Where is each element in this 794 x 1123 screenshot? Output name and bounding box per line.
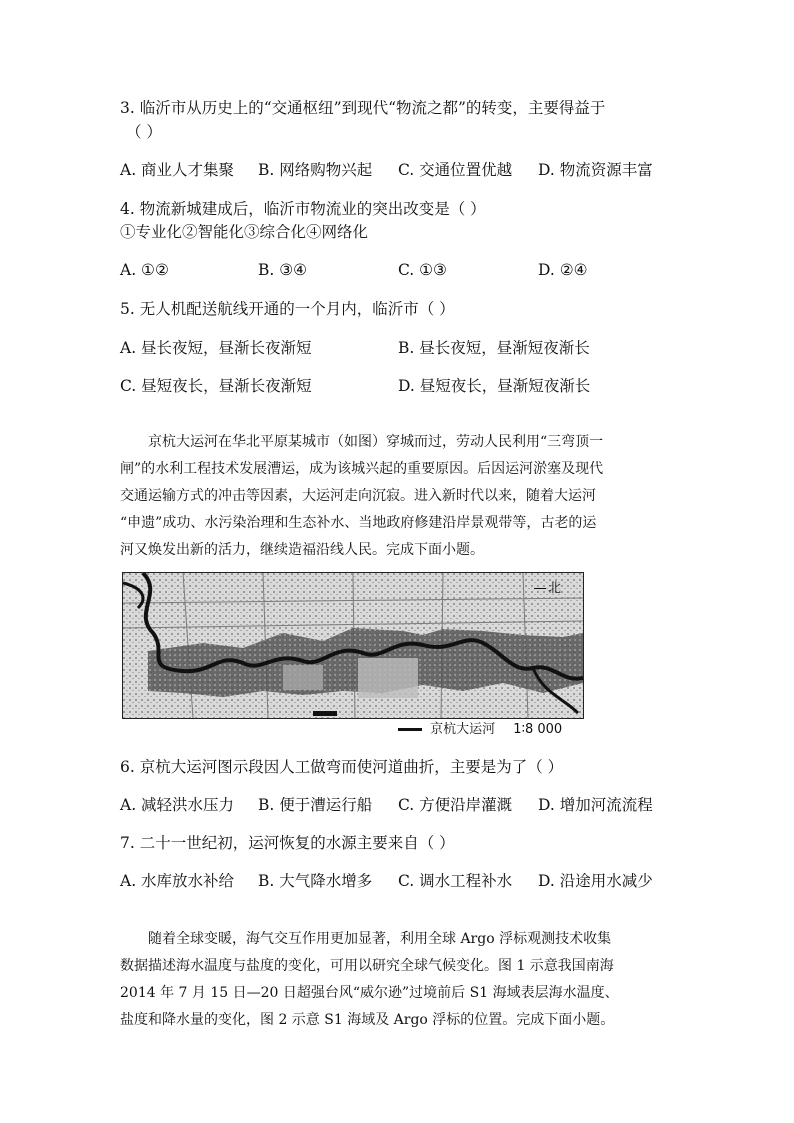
q6-option-d: D. 增加河流流程 [538,796,653,814]
q4-option-a: A. ①② [120,261,169,279]
q5-option-d: D. 昼短夜长，昼渐短夜渐长 [398,377,591,395]
passage-line: 2014 年 7 月 15 日—20 日超强台风“威尔逊”过境前后 S1 海域表层海水温度、 [120,985,619,1001]
north-arrow-line [534,588,546,589]
q5-option-c: C. 昼短夜长，昼渐长夜渐短 [120,377,312,395]
q3-option-b: B. 网络购物兴起 [258,161,373,179]
map-scale: 1∶8 000 [513,722,563,737]
q6-option-c: C. 方便沿岸灌溉 [398,796,513,814]
passage-line: 京杭大运河在华北平原某城市（如图）穿城而过，劳动人民利用“三弯顶一 [148,434,604,450]
q7-stem: 7. 二十一世纪初，运河恢复的水源主要来自（ ） [120,834,455,852]
q7-option-d: D. 沿途用水减少 [538,872,653,890]
q4-option-d: D. ②④ [538,261,588,279]
q4-option-b: B. ③④ [258,261,308,279]
canal-legend-swatch [398,728,422,731]
north-arrow [534,577,561,596]
q3-option-a: A. 商业人才集聚 [120,161,235,179]
q3-option-d: D. 物流资源丰富 [538,161,653,179]
passage-line: 交通运输方式的冲击等因素，大运河走向沉寂。进入新时代以来，随着大运河 [120,488,596,504]
legend-label: 京杭大运河 [430,722,496,737]
passage-line: 盐度和降水量的变化，图 2 示意 S1 海域及 Argo 浮标的位置。完成下面小题。 [120,1012,615,1028]
q5-option-a: A. 昼长夜短，昼渐长夜渐短 [120,339,312,357]
passage-line: 河又焕发出新的活力，继续造福沿线人民。完成下面小题。 [120,542,484,558]
canal-map [122,572,584,719]
q4-choices: ①专业化②智能化③综合化④网络化 [120,223,369,241]
q6-option-b: B. 便于漕运行船 [258,796,373,814]
q3-option-c: C. 交通位置优越 [398,161,513,179]
passage-line: “申遗”成功、水污染治理和生态补水、当地政府修建沿岸景观带等，古老的运 [120,515,597,531]
canal-map-image [123,573,583,718]
map-legend [398,718,562,737]
q4-stem: 4. 物流新城建成后，临沂市物流业的突出改变是（ ） [120,200,486,218]
q3-stem: 3. 临沂市从历史上的“交通枢纽”到现代“物流之都”的转变，主要得益于 [120,99,606,117]
q3-stem-bracket: （ ） [126,123,162,141]
q7-option-b: B. 大气降水增多 [258,872,373,890]
q5-stem: 5. 无人机配送航线开通的一个月内，临沂市（ ） [120,300,455,318]
q5-option-b: B. 昼长夜短，昼渐短夜渐长 [398,339,590,357]
q7-option-c: C. 调水工程补水 [398,872,513,890]
passage-line: 闸”的水利工程技术发展漕运，成为该城兴起的重要原因。后因运河淤塞及现代 [120,461,604,477]
q6-option-a: A. 减轻洪水压力 [120,796,235,814]
q7-option-a: A. 水库放水补给 [120,872,235,890]
north-label: 北 [548,581,562,596]
passage-line: 随着全球变暖，海气交互作用更加显著，利用全球 Argo 浮标观测技术收集 [148,931,612,947]
passage-line: 数据描述海水温度与盐度的变化，可用以研究全球气候变化。图 1 示意我国南海 [120,958,614,974]
q6-stem: 6. 京杭大运河图示段因人工做弯而使河道曲折，主要是为了（ ） [120,758,564,776]
q4-option-c: C. ①③ [398,261,447,279]
